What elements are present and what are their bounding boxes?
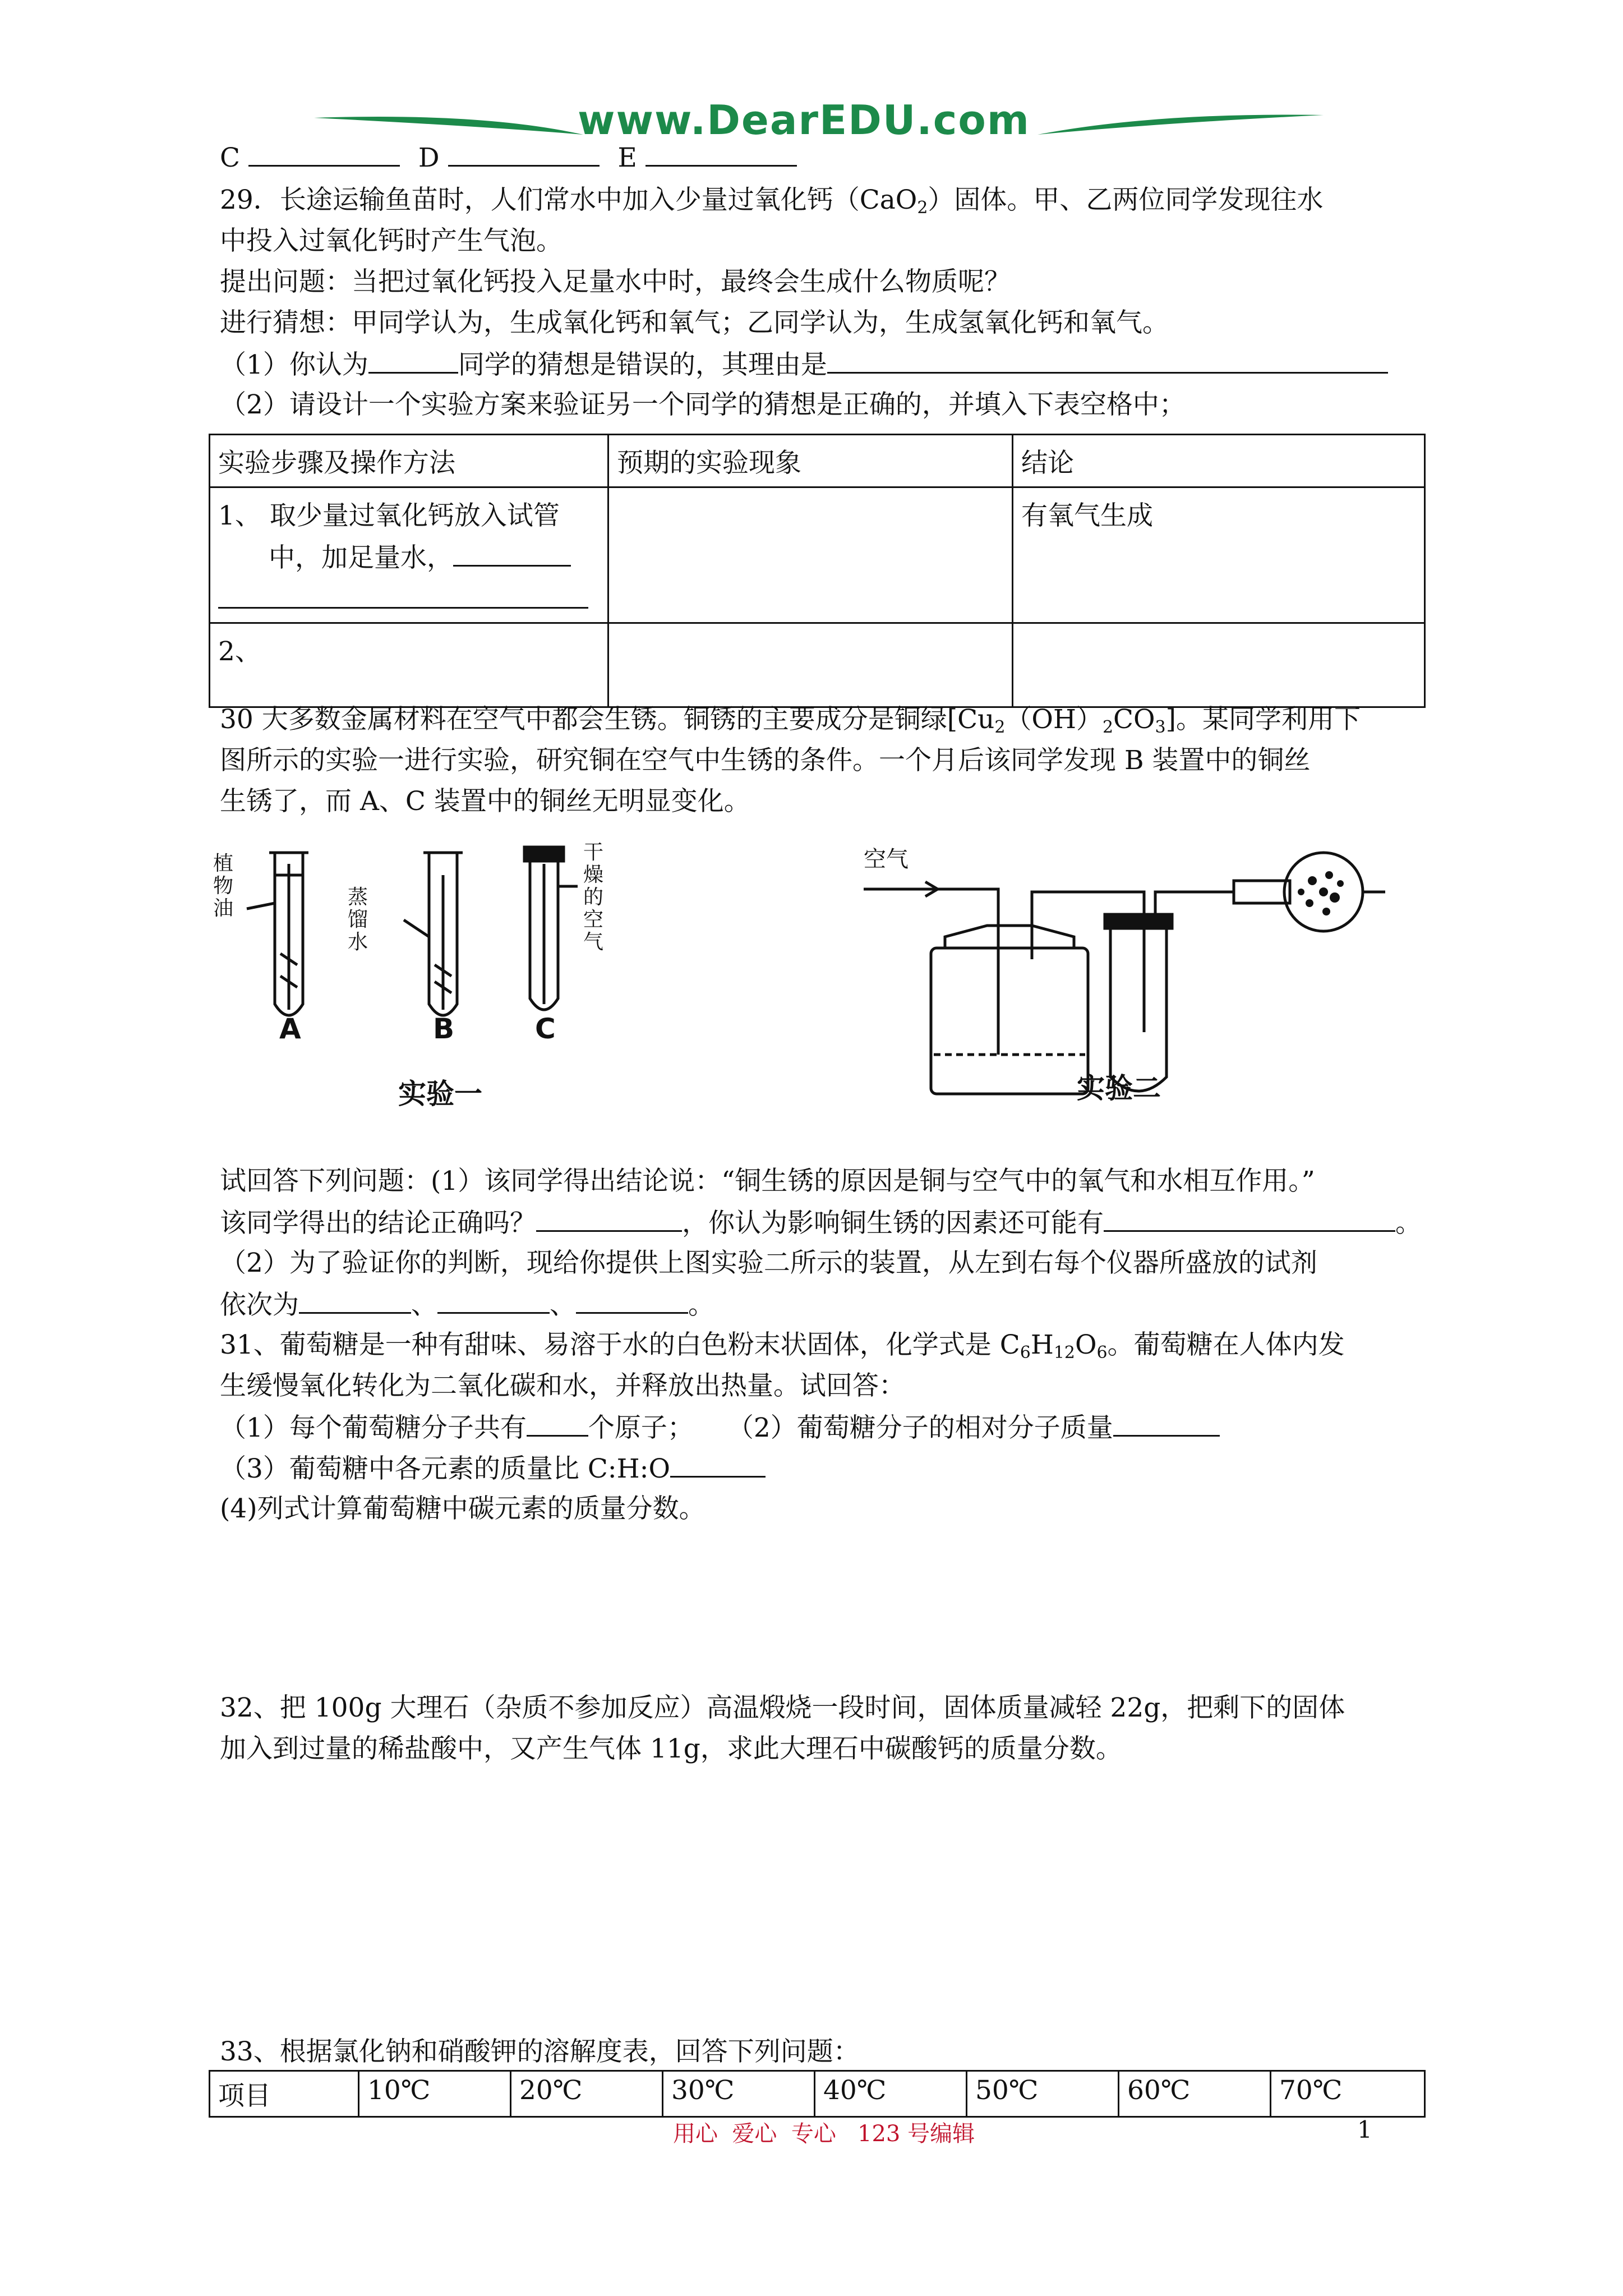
solubility-col-20: 20℃ — [511, 2071, 663, 2117]
tube-label-c: C — [535, 1013, 556, 1045]
experiment-one-figure — [213, 841, 639, 1133]
q29-line6: （2）请设计一个实验方案来验证另一个同学的猜想是正确的，并填入下表空格中； — [220, 389, 1186, 420]
table-header-conclusion: 结论 — [1013, 435, 1425, 487]
table-cell-conclusion2 — [1013, 623, 1425, 707]
solubility-col-40: 40℃ — [815, 2071, 967, 2117]
solubility-col-30: 30℃ — [663, 2071, 815, 2117]
footer-text: 用心 爱心 专心 123 号编辑 — [673, 2121, 975, 2147]
experiment-two-figure — [852, 830, 1391, 1122]
q29-table — [209, 434, 1426, 708]
q30-line4: 试回答下列问题：(1）该同学得出结论说：“铜生锈的原因是铜与空气中的氧气和水相互作用。” — [220, 1166, 1315, 1197]
q29-line4: 进行猜想：甲同学认为，生成氧化钙和氧气；乙同学认为，生成氢氧化钙和氧气。 — [220, 307, 1169, 338]
q29-line2: 中投入过氧化钙时产生气泡。 — [220, 226, 562, 256]
tube-label-a: A — [279, 1013, 301, 1045]
experiment-one-caption: 实验一 — [398, 1078, 482, 1110]
q31-line5: (4)列式计算葡萄糖中碳元素的质量分数。 — [220, 1493, 706, 1524]
label-distilled-water: 蒸 馏 水 — [348, 886, 368, 954]
table-cell-step2: 2、 — [210, 623, 608, 707]
page-number: 1 — [1357, 2116, 1372, 2143]
table-cell-step1: 1、 取少量过氧化钙放入试管 中，加足量水， — [210, 487, 608, 623]
label-oil: 植 物 油 — [213, 852, 234, 920]
table-cell-phenomenon2 — [608, 623, 1013, 707]
site-header: www.DearEDU.com — [578, 96, 1030, 144]
solubility-col-70: 70℃ — [1271, 2071, 1425, 2117]
q29-line5: （1）你认为 同学的猜想是错误的，其理由是 — [220, 347, 1388, 382]
q29-line3: 提出问题：当把过氧化钙投入足量水中时，最终会生成什么物质呢？ — [220, 266, 1011, 297]
solubility-table — [209, 2070, 1426, 2118]
q29-line1: 29．长途运输鱼苗时，人们常水中加入少量过氧化钙（CaO$_2$）固体。甲、乙两位同学发现往水 — [220, 185, 1324, 218]
q31-line4: （3）葡萄糖中各元素的质量比 C:H:O — [220, 1451, 766, 1486]
table-cell-phenomenon1 — [608, 487, 1013, 623]
q30-line7: 依次为 、 、 。 — [220, 1287, 714, 1322]
q33-line1: 33、根据氯化钠和硝酸钾的溶解度表，回答下列问题： — [220, 2036, 860, 2067]
q31-line2: 生缓慢氧化转化为二氧化碳和水，并释放出热量。试回答： — [220, 1370, 905, 1401]
solubility-col-item: 项目 — [210, 2071, 359, 2117]
q31-line3: （1）每个葡萄糖分子共有 个原子； （2）葡萄糖分子的相对分子质量 — [220, 1410, 1220, 1445]
q30-line2: 图所示的实验一进行实验，研究铜在空气中生锈的条件。一个月后该同学发现 B 装置中的铜丝 — [220, 745, 1311, 776]
label-dry-air: 干 燥 的 空 气 — [583, 841, 604, 954]
q30-line6: （2）为了验证你的判断，现给你提供上图实验二所示的装置，从左到右每个仪器所盛放的试剂 — [220, 1248, 1317, 1278]
q30-line3: 生锈了，而 A、C 装置中的铜丝无明显变化。 — [220, 786, 750, 817]
solubility-col-10: 10℃ — [359, 2071, 511, 2117]
q28-blanks: C D E — [220, 140, 797, 175]
q31-line1: 31、葡萄糖是一种有甜味、易溶于水的白色粉末状固体，化学式是 $C_6H_{12}O_6$。葡萄糖在人体内发 — [220, 1329, 1345, 1363]
q32-line2: 加入到过量的稀盐酸中，又产生气体 11g，求此大理石中碳酸钙的质量分数。 — [220, 1733, 1122, 1764]
table-header-steps: 实验步骤及操作方法 — [210, 435, 608, 487]
q30-line1: 30 大多数金属材料在空气中都会生锈。铜锈的主要成分是铜绿$[Cu_2(OH)_2CO_3]$。某同学利用下 — [220, 704, 1361, 737]
label-air-inlet: 空气 — [864, 846, 909, 872]
solubility-col-50: 50℃ — [967, 2071, 1119, 2117]
solubility-col-60: 60℃ — [1119, 2071, 1271, 2117]
q32-line1: 32、把 100g 大理石（杂质不参加反应）高温煅烧一段时间，固体质量减轻 22g，把剩下的固体 — [220, 1692, 1345, 1723]
table-cell-conclusion1: 有氧气生成 — [1013, 487, 1425, 623]
experiment-two-caption: 实验二 — [1077, 1072, 1161, 1105]
table-header-phenomena: 预期的实验现象 — [608, 435, 1013, 487]
q30-line5: 该同学得出的结论正确吗？ ，你认为影响铜生锈的因素还可能有 。 — [220, 1205, 1422, 1240]
tube-label-b: B — [433, 1013, 455, 1045]
